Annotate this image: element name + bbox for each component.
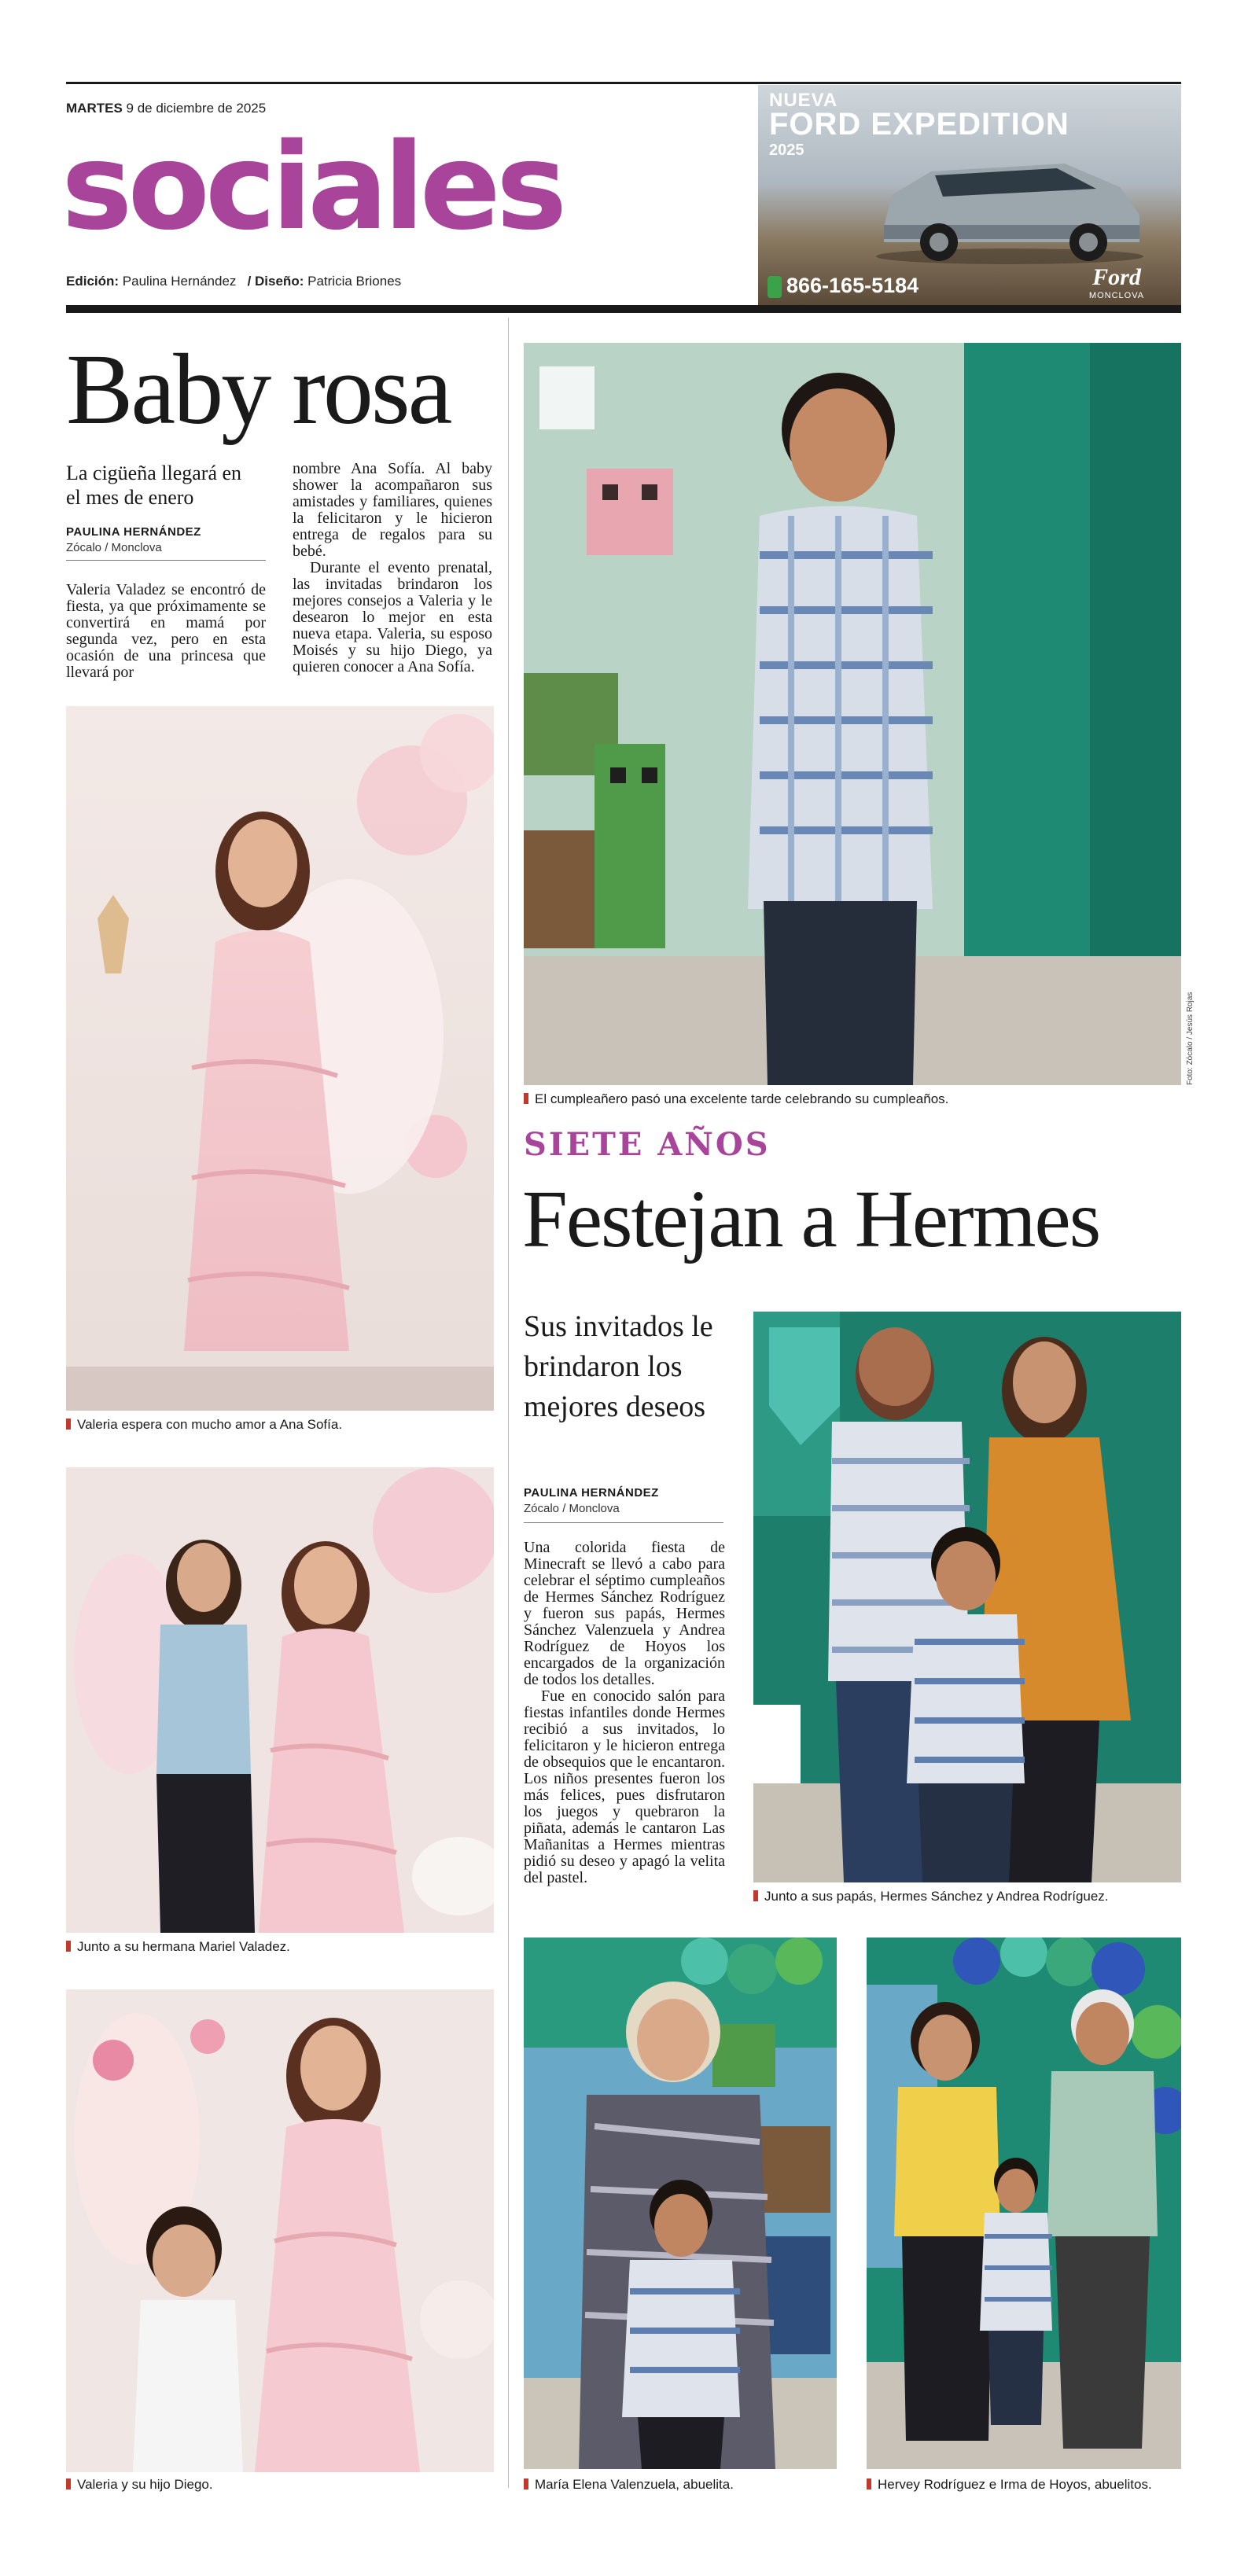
column-divider bbox=[508, 318, 509, 2488]
byline-location-left: Zócalo / Monclova bbox=[66, 541, 162, 554]
caption-parents: Junto a sus papás, Hermes Sánchez y Andrea Rodríguez. bbox=[753, 1889, 1109, 1904]
ad-city: MONCLOVA bbox=[1088, 291, 1145, 300]
caption-photo-1: Valeria espera con mucho amor a Ana Sofía. bbox=[66, 1417, 342, 1433]
masthead-top-rule bbox=[66, 82, 1181, 84]
dek-baby-rosa: La cigüeña llegará en el mes de enero bbox=[66, 462, 242, 509]
paragraph: Durante el evento prenatal, las invitadas brindaron los mejores consejos a Valeria y le desearon lo mejor en esta nueva etapa. Valeria, su esposo Moisés y su hijo Diego, ya quieren conocer a Ana Sofía. bbox=[293, 559, 492, 675]
photo-grandmother bbox=[524, 1938, 837, 2469]
paragraph: Una colorida fiesta de Minecraft se llevó a cabo para celebrar el séptimo cumpleaños de Hermes Sánchez Rodríguez y fueron sus papás, Hermes Sánchez Valenzuela y Andrea Rodríguez de Hoyos los encargados de la organización de todos los detalles. bbox=[524, 1539, 725, 1688]
kicker-siete-anos: SIETE AÑOS bbox=[524, 1126, 771, 1163]
photo-birthday-boy bbox=[524, 343, 1181, 1085]
dateline-date: 9 de diciembre de 2025 bbox=[126, 101, 267, 116]
headline-baby-rosa: Baby rosa bbox=[66, 333, 451, 445]
dek-festejan: Sus invitados le brindaron los mejores deseos bbox=[524, 1310, 713, 1423]
ad-model: FORD EXPEDITION bbox=[769, 107, 1069, 142]
ford-advertisement[interactable] bbox=[758, 85, 1181, 305]
article-body-right bbox=[524, 1540, 725, 1886]
byline-location-right: Zócalo / Monclova bbox=[524, 1502, 620, 1515]
ad-phone-number: 866-165-5184 bbox=[786, 274, 919, 297]
photo-with-parents bbox=[753, 1312, 1181, 1882]
article-body-left-col2 bbox=[293, 461, 492, 675]
suv-illustration bbox=[868, 140, 1151, 266]
caption-top-photo: El cumpleañero pasó una excelente tarde celebrando su cumpleaños. bbox=[524, 1091, 948, 1107]
dateline bbox=[66, 101, 266, 116]
masthead-bottom-rule bbox=[66, 305, 1181, 313]
edition-name: Paulina Hernández bbox=[122, 274, 237, 289]
photo-grandparents bbox=[867, 1938, 1181, 2469]
byline-rule-left bbox=[66, 560, 266, 561]
article-body-left-col1 bbox=[66, 582, 266, 681]
photo-with-sister bbox=[66, 1467, 494, 1933]
section-title: sociales bbox=[61, 117, 563, 256]
photo-with-son bbox=[66, 1989, 494, 2472]
photo-valeria-pregnant bbox=[66, 706, 494, 1411]
ford-logo: Ford bbox=[1092, 264, 1141, 290]
design-name: Patricia Briones bbox=[307, 274, 402, 289]
byline-rule-right bbox=[524, 1522, 723, 1523]
phone-icon bbox=[768, 276, 782, 298]
headline-festejan-a-hermes: Festejan a Hermes bbox=[522, 1174, 1100, 1264]
caption-photo-2: Junto a su hermana Mariel Valadez. bbox=[66, 1939, 290, 1955]
byline-left: PAULINA HERNÁNDEZ bbox=[66, 525, 201, 539]
byline-right: PAULINA HERNÁNDEZ bbox=[524, 1486, 659, 1500]
caption-grandmother: María Elena Valenzuela, abuelita. bbox=[524, 2477, 734, 2493]
ad-phone bbox=[768, 274, 919, 298]
caption-photo-3: Valeria y su hijo Diego. bbox=[66, 2477, 213, 2493]
paragraph: nombre Ana Sofía. Al baby shower la acompañaron sus amistades y familiares, quienes la felicitaron y le hicieron entrega de regalos para su bebé. bbox=[293, 460, 492, 560]
ad-tag: NUEVA bbox=[769, 90, 838, 111]
paragraph: Valeria Valadez se encontró de fiesta, ya que próximamente se convertirá en mamá por segunda vez, pero en esta ocasión de una princesa que llevará por bbox=[66, 581, 266, 681]
ad-year: 2025 bbox=[769, 142, 804, 159]
design-label: / Diseño: bbox=[247, 274, 304, 289]
paragraph: Fue en conocido salón para fiestas infantiles donde Hermes recibió a sus invitados, lo felicitaron y le hicieron entrega de obsequios que le encantaron. Los niños presentes fueron los más felices, pues disfrutaron los juegos y quebraron la piñata, además le cantaron Las Mañanitas a Hermes mientras pidió su deseo y apagó la velita del pastel. bbox=[524, 1687, 725, 1886]
caption-grandparents: Hervey Rodríguez e Irma de Hoyos, abuelitos. bbox=[867, 2477, 1152, 2493]
edition-credits bbox=[66, 274, 401, 289]
dateline-day: MARTES bbox=[66, 101, 123, 116]
edition-label: Edición: bbox=[66, 274, 120, 289]
photo-credit: Foto: Zócalo / Jesús Rojas bbox=[1186, 992, 1195, 1085]
